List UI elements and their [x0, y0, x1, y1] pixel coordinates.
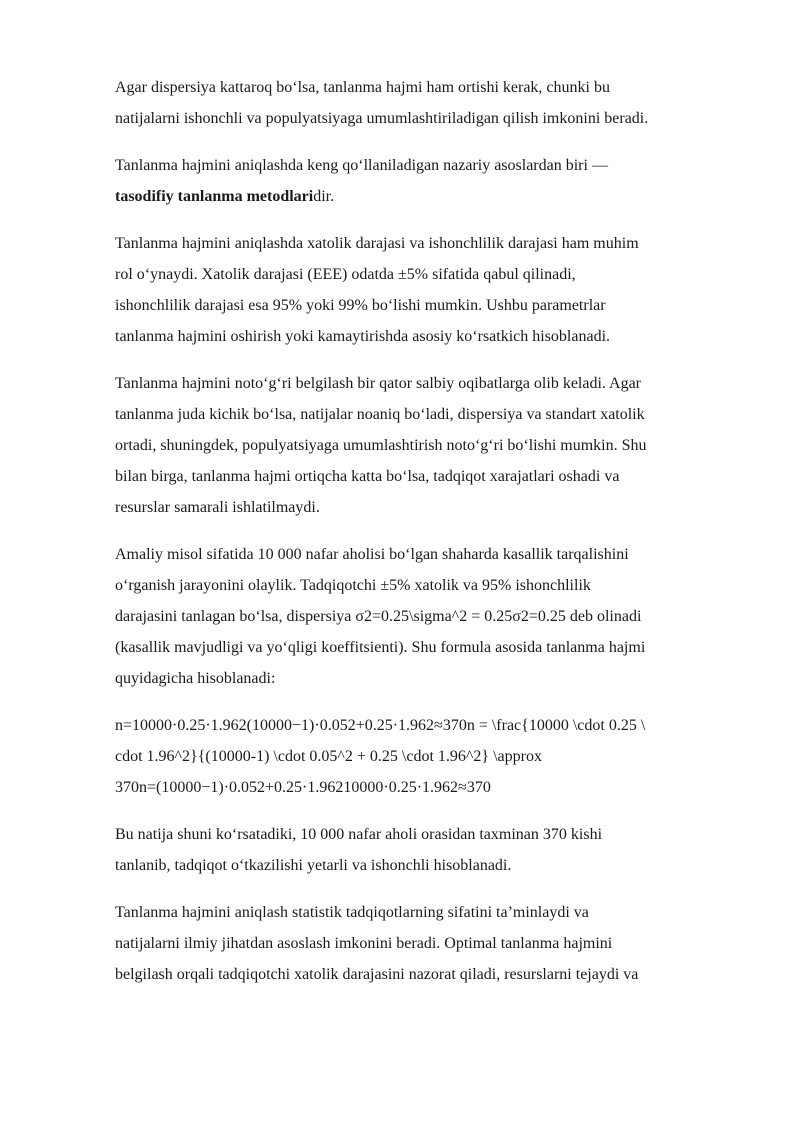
paragraph-conclusion: [115, 897, 745, 990]
text-line: Tanlanma hajmini aniqlashda xatolik darajasi va ishonchlilik darajasi ham muhim: [115, 235, 639, 252]
formula-line: cdot 1.96^2}{(10000-1) \cdot 0.05^2 + 0.25 \cdot 1.96^2} \approx: [115, 748, 542, 765]
text-line: (kasallik mavjudligi va yo‘qligi koeffitsienti). Shu formula asosida tanlanma hajmi: [115, 639, 646, 656]
text-line: ortadi, shuningdek, populyatsiyaga umumlashtirish noto‘g‘ri bo‘lishi mumkin. Shu: [115, 437, 647, 454]
document-page: [115, 72, 745, 1006]
text-line: darajasini tanlagan bo‘lsa, dispersiya σ2=0.25\sigma^2 = 0.25σ2=0.25 deb olinadi: [115, 608, 642, 625]
text-suffix: dir.: [313, 188, 335, 205]
paragraph-result: [115, 819, 745, 881]
bold-term: tasodifiy tanlanma metodlari: [115, 188, 314, 205]
text-line: rol o‘ynaydi. Xatolik darajasi (EEE) odatda ±5% sifatida qabul qilinadi,: [115, 266, 576, 283]
paragraph-error-level: [115, 228, 745, 352]
text-line: Bu natija shuni ko‘rsatadiki, 10 000 nafar aholi orasidan taxminan 370 kishi: [115, 826, 603, 843]
text-line: quyidagicha hisoblanadi:: [115, 670, 276, 687]
text-line: tanlanma hajmini oshirish yoki kamaytirishda asosiy ko‘rsatkich hisoblanadi.: [115, 328, 611, 345]
formula-line: n=10000·0.25·1.962(10000−1)·0.052+0.25·1.962≈370n = \frac{10000 \cdot 0.25 \: [115, 717, 646, 734]
text-line: natijalarni ilmiy jihatdan asoslash imkonini beradi. Optimal tanlanma hajmini: [115, 935, 613, 952]
text-line: Amaliy misol sifatida 10 000 nafar aholisi bo‘lgan shaharda kasallik tarqalishini: [115, 546, 629, 563]
text-line: natijalarni ishonchli va populyatsiyaga umumlashtiriladigan qilish imkonini beradi.: [115, 110, 649, 127]
text-line: Tanlanma hajmini noto‘g‘ri belgilash bir qator salbiy oqibatlarga olib keladi. Agar: [115, 375, 642, 392]
text-line: Tanlanma hajmini aniqlashda keng qo‘llaniladigan nazariy asoslardan biri —: [115, 157, 608, 174]
formula-line: 370n=(10000−1)·0.052+0.25·1.96210000·0.25·1.962≈370: [115, 779, 491, 796]
paragraph-formula: [115, 710, 745, 803]
text-line: tanlanma juda kichik bo‘lsa, natijalar noaniq bo‘ladi, dispersiya va standart xatolik: [115, 406, 645, 423]
paragraph-theory: [115, 150, 745, 212]
text-line: Agar dispersiya kattaroq bo‘lsa, tanlanma hajmi ham ortishi kerak, chunki bu: [115, 79, 610, 96]
text-line: [115, 181, 745, 212]
text-line: tanlanib, tadqiqot o‘tkazilishi yetarli va ishonchli hisoblanadi.: [115, 857, 512, 874]
text-line: bilan birga, tanlanma hajmi ortiqcha katta bo‘lsa, tadqiqot xarajatlari oshadi va: [115, 468, 620, 485]
paragraph-consequences: [115, 368, 745, 523]
text-line: Tanlanma hajmini aniqlash statistik tadqiqotlarning sifatini ta’minlaydi va: [115, 904, 589, 921]
text-line: resurslar samarali ishlatilmaydi.: [115, 499, 320, 516]
paragraph-example: [115, 539, 745, 694]
text-line: o‘rganish jarayonini olaylik. Tadqiqotchi ±5% xatolik va 95% ishonchlilik: [115, 577, 591, 594]
paragraph-dispersion: [115, 72, 745, 134]
text-line: belgilash orqali tadqiqotchi xatolik darajasini nazorat qiladi, resurslarni tejaydi va: [115, 966, 639, 983]
text-line: ishonchlilik darajasi esa 95% yoki 99% bo‘lishi mumkin. Ushbu parametrlar: [115, 297, 606, 314]
